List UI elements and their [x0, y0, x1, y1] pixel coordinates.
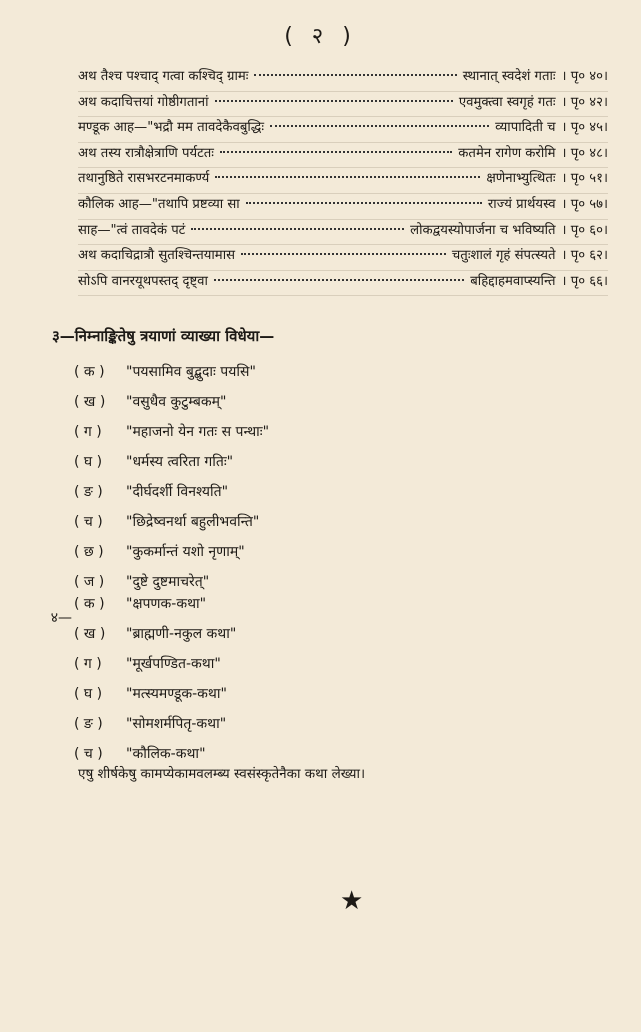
- page-ref: । पृ० ६२।: [561, 248, 608, 264]
- item-label: ( ङ ): [74, 716, 103, 732]
- question-3-list: [74, 362, 554, 602]
- leader-dots: [220, 151, 452, 153]
- page-ref: । पृ० ५७।: [561, 196, 608, 212]
- page-ref: । पृ० ४०।: [561, 69, 608, 84]
- leader-dots: [270, 125, 489, 127]
- item-label: ( च ): [74, 514, 103, 530]
- line-start: सोऽपि वानरयूथपस्तद् दृष्ट्वा: [78, 273, 208, 289]
- item-label: ( ङ ): [74, 484, 103, 500]
- list-item: [74, 422, 554, 452]
- list-item: [74, 684, 554, 714]
- item-label: ( च ): [74, 746, 103, 762]
- index-line: [78, 143, 608, 169]
- index-line: [78, 220, 608, 246]
- item-label: ( ख ): [74, 394, 106, 410]
- item-label: ( ग ): [74, 656, 102, 672]
- list-item: [74, 542, 554, 572]
- line-start: मण्डूक आह—"भद्रौ मम तावदेकैवबुद्धिः: [78, 120, 264, 136]
- line-end: राज्यं प्रार्थयस्व: [487, 196, 556, 212]
- line-start: तथानुष्ठिते रासभरटनमाकर्ण्य: [78, 171, 210, 187]
- list-item: [74, 452, 554, 482]
- line-start: कौलिक आह—"तथापि प्रष्टव्या सा: [78, 196, 240, 212]
- leader-dots: [215, 100, 453, 102]
- item-text: "क्षपणक-कथा": [126, 596, 207, 612]
- item-text: "कौलिक-कथा": [126, 746, 206, 762]
- item-label: ( ज ): [74, 574, 105, 590]
- item-text: "महाजनो येन गतः स पन्थाः": [126, 424, 270, 440]
- index-line: [78, 66, 608, 92]
- line-end: कतमेन रागेण करोमि: [458, 145, 556, 161]
- item-text: "मूर्खपण्डित-कथा": [126, 656, 221, 672]
- item-label: ( घ ): [74, 686, 103, 702]
- index-line: [78, 245, 608, 271]
- list-item: [74, 714, 554, 744]
- item-label: ( घ ): [74, 454, 103, 470]
- page-ref: । पृ० ६०।: [561, 222, 608, 238]
- item-text: "मत्स्यमण्डूक-कथा": [126, 686, 227, 702]
- item-text: "ब्राह्मणी-नकुल कथा": [126, 626, 237, 642]
- item-text: "दीर्घदर्शी विनश्यति": [126, 484, 229, 500]
- page-ref: । पृ० ४२।: [561, 94, 608, 110]
- index-line: [78, 168, 608, 194]
- line-end: बहिद्दाहमवाप्स्यन्ति: [470, 273, 556, 289]
- item-text: "छिद्रेष्वनर्था बहुलीभवन्ति": [126, 514, 260, 530]
- index-line: [78, 271, 608, 297]
- line-start: साह—"त्वं तावदेकं पटं: [78, 222, 186, 238]
- item-text: "वसुधैव कुटुम्बकम्": [126, 394, 227, 410]
- leader-dots: [191, 228, 404, 230]
- index-line: [78, 92, 608, 118]
- item-text: "सोमशर्मपितृ-कथा": [126, 716, 227, 732]
- index-line: [78, 117, 608, 143]
- item-label: ( छ ): [74, 544, 104, 560]
- item-text: "धर्मस्य त्वरिता गतिः": [126, 454, 234, 470]
- line-start: अथ कदाचिद्रात्रौ सुतश्चिन्तयामास: [78, 248, 236, 264]
- item-label: ( क ): [74, 596, 105, 612]
- page-ref: । पृ० ४५।: [561, 120, 608, 136]
- star-icon: ★: [340, 886, 364, 916]
- leader-dots: [246, 202, 482, 204]
- item-text: "दुष्टे दुष्टमाचरेत्": [126, 574, 210, 590]
- line-end: लोकद्वयस्योपार्जना च भविष्यति: [410, 222, 556, 238]
- list-item: [50, 594, 554, 626]
- index-line: [78, 194, 608, 220]
- passage-index: [78, 66, 608, 296]
- page-ref: । पृ० ६६।: [561, 273, 608, 289]
- list-item: [74, 512, 554, 542]
- question-3-heading: ३—निम्नाङ्कितेषु त्रयाणां व्याख्या विधेया—: [52, 327, 275, 345]
- item-label: ( क ): [74, 364, 105, 380]
- question-4-instruction: एषु शीर्षकेषु कामप्येकामवलम्ब्य स्वसंस्कृतेनैका कथा लेख्या।: [78, 766, 366, 782]
- list-item: [74, 362, 554, 392]
- line-end: स्थानात् स्वदेशं गताः: [462, 69, 556, 84]
- page-ref: । पृ० ४८।: [561, 145, 608, 161]
- page-number: ( २ ): [284, 24, 357, 49]
- question-4-number: ४—: [50, 610, 72, 626]
- line-end: व्यापादिती च: [495, 120, 556, 136]
- leader-dots: [254, 74, 456, 76]
- line-start: अथ कदाचित्तयां गोष्ठीगतानां: [78, 94, 209, 110]
- line-end: क्षणेनाभ्युत्थितः: [486, 171, 556, 187]
- item-label: ( ख ): [74, 626, 106, 642]
- list-item: [74, 654, 554, 684]
- item-text: "कुकर्मान्तं यशो नृणाम्": [126, 544, 245, 560]
- item-label: ( ग ): [74, 424, 102, 440]
- line-start: अथ तैश्च पश्चाद् गत्वा कश्चिद् ग्रामः: [78, 69, 249, 84]
- list-item: [74, 624, 554, 654]
- list-item: [74, 482, 554, 512]
- page-ref: । पृ० ५१।: [561, 171, 608, 187]
- line-end: एवमुक्त्वा स्वगृहं गतः: [458, 94, 556, 110]
- leader-dots: [241, 253, 446, 255]
- leader-dots: [215, 176, 480, 178]
- item-text: "पयसामिव बुद्बुदाः पयसि": [126, 364, 256, 380]
- leader-dots: [214, 279, 464, 281]
- line-start: अथ तस्य रात्रौक्षेत्राणि पर्यटतः: [78, 145, 214, 161]
- line-end: चतुःशालं गृहं संपत्स्यते: [451, 248, 556, 264]
- question-4-list: [50, 594, 554, 774]
- list-item: [74, 392, 554, 422]
